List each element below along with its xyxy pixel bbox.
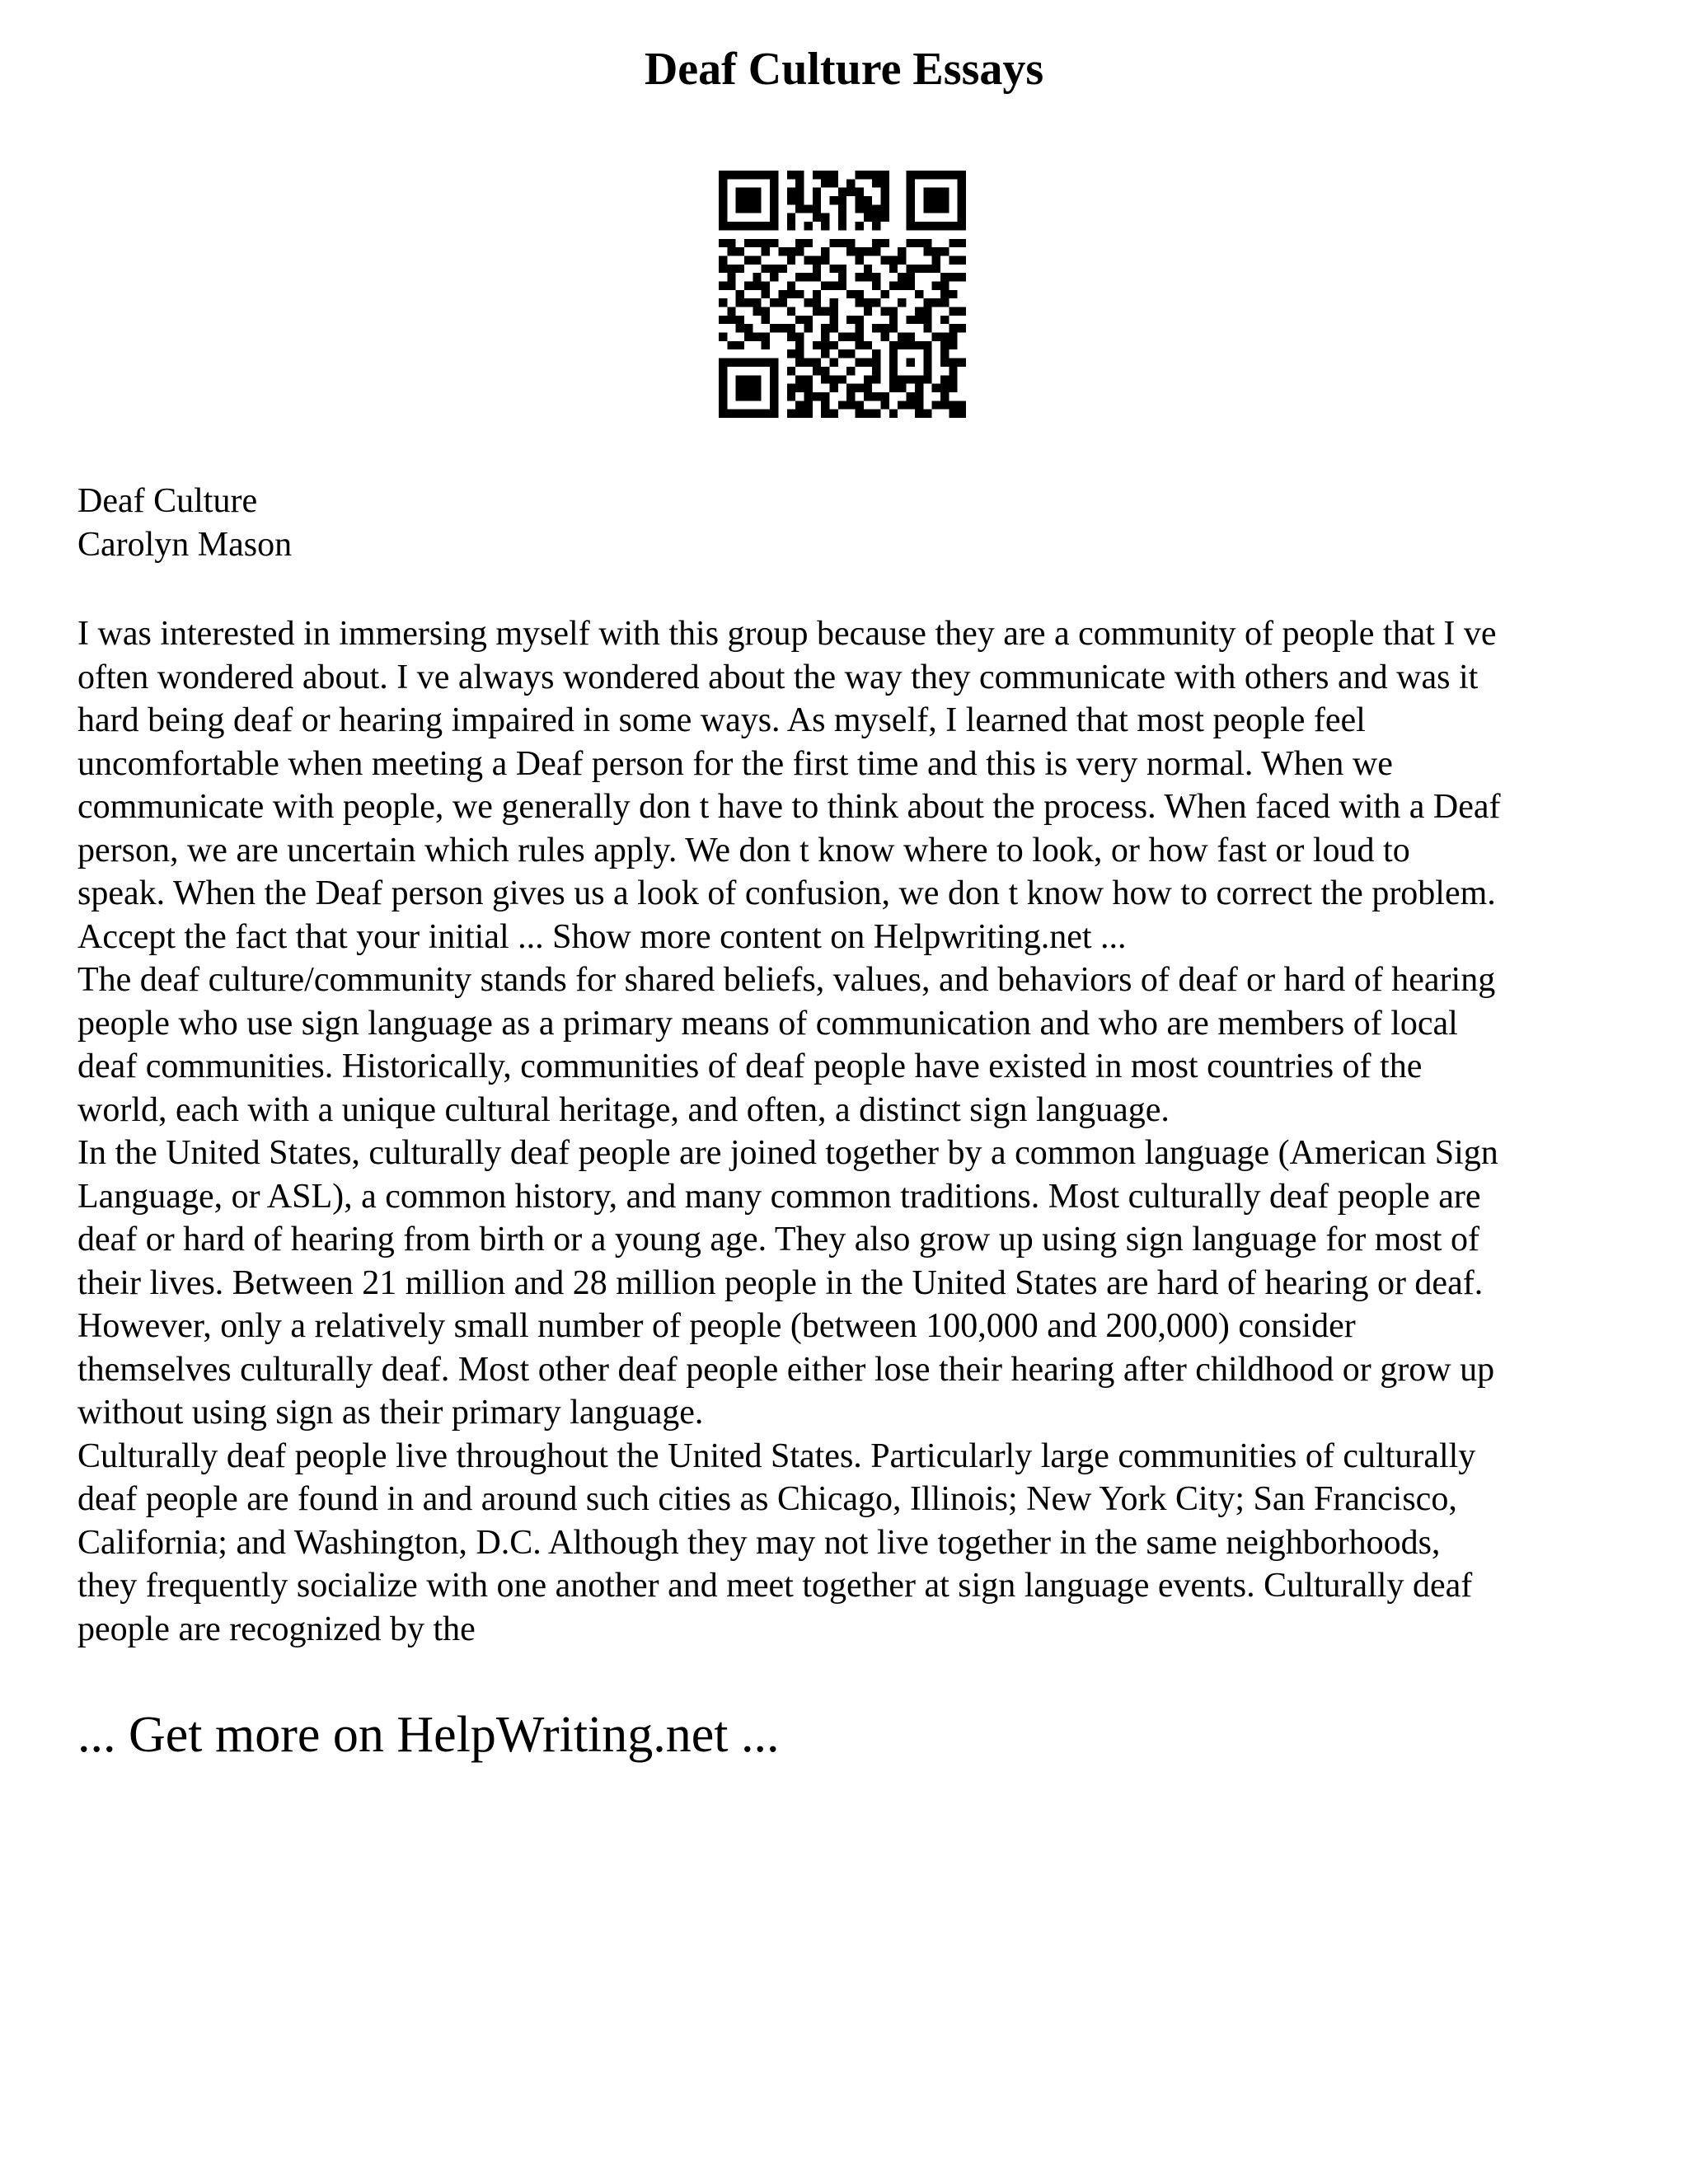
- essay-subject: Deaf Culture: [77, 482, 258, 520]
- body-line: often wondered about. I ve always wondered about the way they communicate with others and was it: [77, 658, 1479, 696]
- body-line: deaf or hard of hearing from birth or a young age. They also grow up using sign language for most of: [77, 1221, 1479, 1258]
- body-line: Culturally deaf people live throughout the United States. Particularly large communities of culturally: [77, 1436, 1476, 1475]
- body-line: people who use sign language as a primary means of communication and who are members of local: [77, 1004, 1458, 1043]
- body-line: world, each with a unique cultural heritage, and often, a distinct sign language.: [77, 1090, 1170, 1129]
- body-line: Language, or ASL), a common history, and many common traditions. Most culturally deaf people are: [77, 1177, 1481, 1216]
- essay-body: [77, 612, 1660, 1651]
- qr-code-icon[interactable]: [719, 171, 966, 418]
- body-line: However, only a relatively small number of people (between 100,000 and 200,000) consider: [77, 1307, 1356, 1345]
- body-line: The deaf culture/community stands for shared beliefs, values, and behaviors of deaf or hard of hearing: [77, 961, 1496, 999]
- body-line: speak. When the Deaf person gives us a look of confusion, we don t know how to correct the problem.: [77, 874, 1496, 912]
- body-line: I was interested in immersing myself with this group because they are a community of people that I ve: [77, 615, 1497, 653]
- essay-author: Carolyn Mason: [77, 526, 293, 564]
- body-line: In the United States, culturally deaf people are joined together by a common language (American Sign: [77, 1134, 1498, 1172]
- body-line: people are recognized by the: [77, 1610, 476, 1648]
- body-line: deaf people are found in and around such cities as Chicago, Illinois; New York City; San Francisco,: [77, 1480, 1457, 1518]
- page-title: Deaf Culture Essays: [644, 44, 1044, 95]
- body-line: hard being deaf or hearing impaired in some ways. As myself, I learned that most people feel: [77, 701, 1366, 739]
- body-line: Accept the fact that your initial ... Show more content on Helpwriting.net ...: [77, 917, 1127, 956]
- essay-header: [77, 480, 292, 567]
- body-line: without using sign as their primary language.: [77, 1394, 704, 1432]
- body-line: their lives. Between 21 million and 28 million people in the United States are hard of hearing or deaf.: [77, 1263, 1484, 1302]
- body-line: communicate with people, we generally don t have to think about the process. When faced with a Deaf: [77, 788, 1501, 826]
- body-line: they frequently socialize with one another and meet together at sign language events. Culturally deaf: [77, 1567, 1473, 1605]
- body-line: California; and Washington, D.C. Although they may not live together in the same neighborhoods,: [77, 1523, 1441, 1562]
- body-line: uncomfortable when meeting a Deaf person for the first time and this is very normal. When we: [77, 744, 1393, 783]
- body-line: deaf communities. Historically, communities of deaf people have existed in most countries of the: [77, 1047, 1423, 1085]
- body-line: person, we are uncertain which rules apply. We don t know where to look, or how fast or loud to: [77, 831, 1410, 869]
- body-line: themselves culturally deaf. Most other deaf people either lose their hearing after childhood or grow up: [77, 1350, 1495, 1389]
- get-more-link[interactable]: ... Get more on HelpWriting.net ...: [77, 1707, 780, 1763]
